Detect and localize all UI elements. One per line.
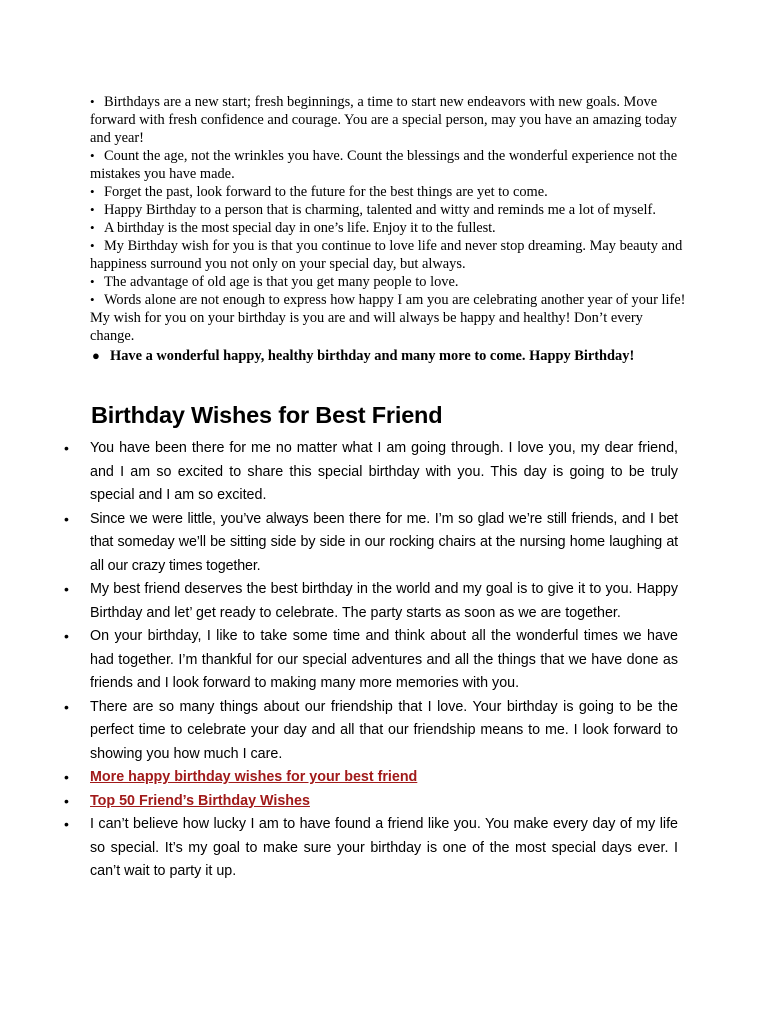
bullet-icon: • — [90, 238, 95, 253]
section-heading: Birthday Wishes for Best Friend — [91, 402, 443, 428]
list-item — [90, 183, 690, 201]
list-item — [62, 696, 678, 767]
list-item-text: My best friend deserves the best birthday in the world and my goal is to give it to you. Happy Birthday and let’ get ready to celebrate. The party starts as soon as we are together. — [90, 581, 678, 621]
bullet-icon: • — [90, 94, 95, 109]
list-item — [62, 813, 678, 884]
bullet-icon: • — [64, 581, 69, 597]
bullet-icon: • — [64, 698, 69, 715]
list-item-text: Words alone are not enough to express how happy I am you are celebrating another year of your life! My wish for you on your birthday is you are and will always be happy and healthy! Don’t every change. — [90, 292, 686, 344]
list-item — [90, 93, 690, 147]
list-item — [90, 147, 690, 183]
bullet-icon: • — [90, 220, 95, 235]
list-item — [62, 578, 678, 625]
bullet-icon: • — [64, 510, 69, 527]
list-item-text: On your birthday, I like to take some time and think about all the wonderful times we have had together. I’m thankful for our special adventures and all the things that we have done as friends and I look forward to making many more memories with you. — [90, 628, 678, 691]
bullet-icon: ● — [92, 348, 100, 363]
list-item-text: There are so many things about our friendship that I love. Your birthday is going to be the perfect time to celebrate your day and all that our friendship means to me. I look forward to showing you how much I care. — [90, 698, 678, 762]
list-item-text: Forget the past, look forward to the future for the best things are yet to come. — [104, 184, 548, 200]
bullet-icon: • — [64, 440, 69, 456]
list-item-text: I can’t believe how lucky I am to have found a friend like you. You make every day of my life so special. It’s my goal to make sure your birthday is one of the most special days ever. I can’t wait to party it up. — [90, 816, 678, 879]
list-item-text: A birthday is the most special day in one’s life. Enjoy it to the fullest. — [104, 220, 496, 236]
list-item-text: Birthdays are a new start; fresh beginnings, a time to start new endeavors with new goals. Move forward with fresh confidence and courage. You are a special person, may you have an amazing today and year! — [90, 94, 678, 146]
list-item-final — [90, 347, 690, 365]
list-item — [90, 219, 690, 237]
list-item — [62, 437, 678, 508]
list-item-text: Have a wonderful happy, healthy birthday and many more to come. Happy Birthday! — [110, 348, 635, 364]
list-item-text: Count the age, not the wrinkles you have. Count the blessings and the wonderful experience not the mistakes you have made. — [90, 148, 678, 182]
bullet-icon: • — [64, 628, 69, 644]
best-friend-wishes-list — [62, 437, 678, 884]
bullet-icon: • — [64, 816, 69, 832]
list-item — [62, 508, 678, 579]
more-wishes-link[interactable]: More happy birthday wishes for your best friend — [90, 769, 418, 785]
list-item — [62, 625, 678, 696]
top-50-wishes-link[interactable]: Top 50 Friend’s Birthday Wishes — [90, 792, 310, 809]
bullet-icon: • — [90, 292, 95, 307]
list-item — [90, 291, 690, 345]
list-item — [90, 273, 690, 291]
list-item-link — [62, 766, 678, 790]
bullet-icon: • — [90, 274, 95, 289]
list-item-text: Since we were little, you’ve always been there for me. I’m so glad we’re still friends, and I bet that someday we’ll be sitting side by side in our rocking chairs at the nursing home laughing at all our crazy times together. — [90, 510, 678, 574]
bullet-icon: • — [90, 202, 95, 217]
list-item-text: The advantage of old age is that you get many people to love. — [104, 274, 459, 290]
bullet-icon: • — [64, 769, 69, 785]
bullet-icon: • — [90, 148, 95, 163]
list-item-link — [62, 790, 678, 814]
bullet-icon: • — [90, 184, 95, 199]
bullet-icon: • — [64, 792, 69, 809]
list-item — [90, 201, 690, 219]
wishes-list — [90, 93, 690, 365]
list-item-text: Happy Birthday to a person that is charming, talented and witty and reminds me a lot of myself. — [104, 202, 656, 218]
list-item-text: You have been there for me no matter what I am going through. I love you, my dear friend, and I am so excited to share this special birthday with you. This day is going to be truly special and I am so excited. — [90, 440, 678, 503]
list-item-text: My Birthday wish for you is that you continue to love life and never stop dreaming. May beauty and happiness surround you not only on your special day, but always. — [90, 238, 683, 272]
list-item — [90, 237, 690, 273]
